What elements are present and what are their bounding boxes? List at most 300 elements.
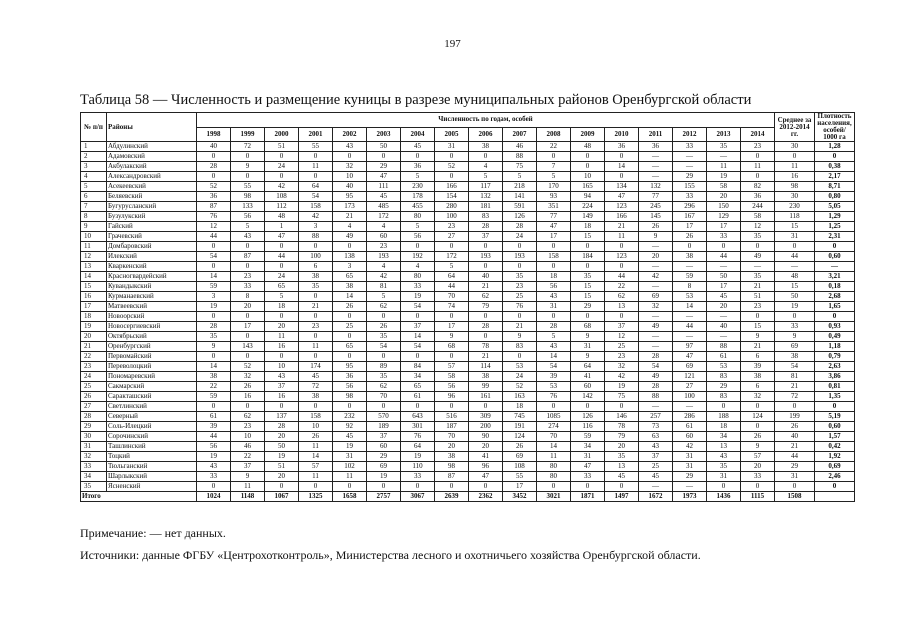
total-year-value: 1672 (639, 492, 673, 502)
density-value: 2,17 (815, 172, 855, 182)
year-value: 9 (435, 332, 469, 342)
year-value: 43 (537, 342, 571, 352)
year-value: 15 (571, 292, 605, 302)
year-value: 44 (265, 252, 299, 262)
year-value: 0 (605, 242, 639, 252)
year-value: 77 (537, 212, 571, 222)
year-value: 0 (537, 402, 571, 412)
year-value: 26 (673, 232, 707, 242)
year-value: 12 (605, 332, 639, 342)
year-value: 0 (197, 402, 231, 412)
year-value: 45 (367, 192, 401, 202)
year-value: 6 (741, 382, 775, 392)
year-value: 57 (435, 362, 469, 372)
year-value: 23 (605, 352, 639, 362)
year-value: 36 (605, 142, 639, 152)
total-density (815, 492, 855, 502)
year-value: 65 (401, 382, 435, 392)
average-value: 81 (775, 372, 815, 382)
year-value: 47 (571, 462, 605, 472)
year-value: 23 (231, 422, 265, 432)
year-value: 0 (707, 402, 741, 412)
year-value: 83 (707, 392, 741, 402)
year-value: 193 (469, 252, 503, 262)
year-value: 141 (503, 192, 537, 202)
year-value: 96 (435, 392, 469, 402)
year-value: 145 (639, 212, 673, 222)
year-value: 89 (367, 362, 401, 372)
year-value: 18 (537, 272, 571, 282)
year-value: 0 (231, 242, 265, 252)
year-value: 53 (707, 362, 741, 372)
year-value: 0 (265, 312, 299, 322)
year-value: 81 (367, 282, 401, 292)
year-value: 0 (197, 482, 231, 492)
year-value: 35 (367, 332, 401, 342)
year-value: 39 (197, 422, 231, 432)
year-value: 643 (401, 412, 435, 422)
year-value: 26 (299, 432, 333, 442)
year-value: 167 (673, 212, 707, 222)
year-value: 29 (707, 382, 741, 392)
average-value: 11 (775, 162, 815, 172)
year-value: 41 (571, 372, 605, 382)
density-value: 0 (815, 312, 855, 322)
year-value: 17 (673, 222, 707, 232)
year-value: 11 (299, 472, 333, 482)
year-value: 55 (503, 472, 537, 482)
year-value: 9 (231, 162, 265, 172)
table-title: Таблица 58 — Численность и размещение куницы в разрезе муниципальных районов Оренбургской области (80, 92, 752, 108)
year-value: 61 (707, 352, 741, 362)
year-value: 181 (469, 202, 503, 212)
year-value: 24 (503, 232, 537, 242)
year-value: 121 (673, 372, 707, 382)
header-density: Плотность населения, особей/ 1000 га (815, 113, 855, 142)
year-value: 60 (367, 442, 401, 452)
year-value: 0 (537, 152, 571, 162)
year-value: 21 (333, 212, 367, 222)
average-value: 0 (775, 242, 815, 252)
year-value: 0 (333, 482, 367, 492)
year-value: 116 (571, 422, 605, 432)
district-name: Северный (107, 412, 197, 422)
year-value: 0 (265, 482, 299, 492)
year-value: 0 (401, 242, 435, 252)
header-year: 2004 (401, 127, 435, 142)
year-value: 38 (197, 372, 231, 382)
year-value: 5 (265, 292, 299, 302)
year-value: 90 (469, 432, 503, 442)
year-value: 62 (231, 412, 265, 422)
year-value: 178 (401, 192, 435, 202)
year-value: 95 (333, 362, 367, 372)
year-value: 88 (639, 392, 673, 402)
year-value: 11 (299, 162, 333, 172)
year-value: 0 (571, 262, 605, 272)
year-value: 0 (605, 312, 639, 322)
year-value: 62 (367, 302, 401, 312)
year-value: 64 (571, 362, 605, 372)
year-value: 59 (197, 282, 231, 292)
year-value: 193 (503, 252, 537, 262)
year-value: 7 (537, 162, 571, 172)
average-value: 31 (775, 232, 815, 242)
row-number: 1 (81, 142, 107, 152)
year-value: 0 (571, 162, 605, 172)
total-year-value: 1871 (571, 492, 605, 502)
year-value: 0 (197, 352, 231, 362)
year-value: 14 (537, 442, 571, 452)
total-label: Итого (81, 492, 197, 502)
row-number: 4 (81, 172, 107, 182)
district-name: Беляевский (107, 192, 197, 202)
year-value: 40 (333, 182, 367, 192)
table-row (81, 402, 855, 412)
table-row (81, 422, 855, 432)
year-value: 44 (673, 322, 707, 332)
density-value: 1,57 (815, 432, 855, 442)
year-value: 54 (299, 192, 333, 202)
year-value: — (639, 312, 673, 322)
year-value: 24 (265, 272, 299, 282)
density-value: 0,81 (815, 382, 855, 392)
year-value: 28 (197, 322, 231, 332)
year-value: 0 (435, 352, 469, 362)
year-value: 0 (741, 172, 775, 182)
row-number: 23 (81, 362, 107, 372)
year-value: 60 (367, 232, 401, 242)
year-value: 43 (265, 372, 299, 382)
year-value: 35 (741, 272, 775, 282)
year-value: 29 (571, 302, 605, 312)
year-value: 100 (299, 252, 333, 262)
year-value: — (639, 262, 673, 272)
total-year-value: 1436 (707, 492, 741, 502)
total-year-value: 1148 (231, 492, 265, 502)
row-number: 12 (81, 252, 107, 262)
year-value: — (673, 482, 707, 492)
year-value: 40 (469, 272, 503, 282)
table-row (81, 352, 855, 362)
year-value: 158 (299, 202, 333, 212)
year-value: 4 (367, 262, 401, 272)
year-value: 9 (741, 332, 775, 342)
year-value: 60 (571, 382, 605, 392)
table-row (81, 252, 855, 262)
row-number: 28 (81, 412, 107, 422)
year-value: 37 (401, 322, 435, 332)
year-value: 38 (469, 372, 503, 382)
year-value: 0 (503, 352, 537, 362)
year-value: 0 (231, 262, 265, 272)
year-value: 47 (367, 172, 401, 182)
row-number: 17 (81, 302, 107, 312)
year-value: 45 (639, 472, 673, 482)
district-name: Акбулакский (107, 162, 197, 172)
year-value: 49 (639, 372, 673, 382)
average-value: 0 (775, 482, 815, 492)
year-value: 39 (537, 372, 571, 382)
year-value: 0 (605, 402, 639, 412)
year-value: 0 (265, 352, 299, 362)
year-value: 165 (571, 182, 605, 192)
year-value: 88 (503, 152, 537, 162)
row-number: 3 (81, 162, 107, 172)
year-value: 1 (265, 222, 299, 232)
year-value: 14 (673, 302, 707, 312)
district-name: Переволоцкий (107, 362, 197, 372)
year-value: 32 (639, 302, 673, 312)
year-value: 8 (231, 292, 265, 302)
year-value: 38 (673, 252, 707, 262)
year-value: 49 (639, 322, 673, 332)
row-number: 8 (81, 212, 107, 222)
year-value: 0 (299, 312, 333, 322)
table-source: Источники: данные ФГБУ «Центрохотконтроль», Министерства лесного и охотничьего хозяйства Оренбургской области. (80, 548, 701, 562)
district-name: Матвеевский (107, 302, 197, 312)
year-value: 28 (469, 322, 503, 332)
year-value: 59 (197, 392, 231, 402)
year-value: 455 (401, 202, 435, 212)
year-value: 55 (231, 182, 265, 192)
average-value: 33 (775, 322, 815, 332)
year-value: 4 (469, 162, 503, 172)
year-value: 591 (503, 202, 537, 212)
year-value: 138 (333, 252, 367, 262)
year-value: 132 (469, 192, 503, 202)
year-value: 5 (537, 332, 571, 342)
year-value: 21 (741, 282, 775, 292)
year-value: 0 (299, 152, 333, 162)
year-value: 0 (435, 402, 469, 412)
year-value: 28 (639, 352, 673, 362)
year-value: 97 (673, 342, 707, 352)
average-value: 29 (775, 462, 815, 472)
year-value: 146 (605, 412, 639, 422)
table-row (81, 202, 855, 212)
year-value: 35 (605, 452, 639, 462)
average-value: 31 (775, 472, 815, 482)
year-value: 158 (299, 412, 333, 422)
year-value: 0 (741, 402, 775, 412)
year-value: 0 (469, 312, 503, 322)
year-value: 54 (401, 342, 435, 352)
total-year-value: 1973 (673, 492, 707, 502)
density-value: 1,35 (815, 392, 855, 402)
table-row (81, 282, 855, 292)
year-value: 27 (435, 232, 469, 242)
year-value: 218 (503, 182, 537, 192)
year-value: 11 (333, 472, 367, 482)
year-value: 28 (265, 422, 299, 432)
year-value: 76 (537, 392, 571, 402)
year-value: 11 (537, 452, 571, 462)
year-value: 37 (265, 382, 299, 392)
year-value: 17 (537, 232, 571, 242)
year-value: 0 (537, 482, 571, 492)
year-value: 0 (367, 402, 401, 412)
year-value: 23 (299, 322, 333, 332)
header-no: № п/п (81, 113, 107, 142)
average-value: 0 (775, 312, 815, 322)
total-year-value: 2639 (435, 492, 469, 502)
year-value: 6 (741, 352, 775, 362)
year-value: 19 (333, 442, 367, 452)
header-year: 2005 (435, 127, 469, 142)
year-value: 0 (741, 422, 775, 432)
year-value: 56 (197, 442, 231, 452)
year-value: 19 (367, 472, 401, 482)
year-value: 19 (401, 452, 435, 462)
year-value: 47 (605, 192, 639, 202)
year-value: 0 (265, 402, 299, 412)
year-value: 17 (435, 322, 469, 332)
year-value: 96 (469, 462, 503, 472)
table-note: Примечание: — нет данных. (80, 526, 226, 540)
year-value: 42 (639, 272, 673, 282)
year-value: 570 (367, 412, 401, 422)
year-value: 35 (741, 232, 775, 242)
year-value: 87 (197, 202, 231, 212)
year-value: 80 (401, 272, 435, 282)
year-value: 17 (707, 222, 741, 232)
year-value: 133 (231, 202, 265, 212)
header-year: 2000 (265, 127, 299, 142)
year-value: 0 (299, 332, 333, 342)
year-value: 280 (435, 202, 469, 212)
year-value: 19 (605, 382, 639, 392)
year-value: 74 (435, 302, 469, 312)
year-value: 28 (469, 222, 503, 232)
year-value: 0 (537, 262, 571, 272)
year-value: 56 (333, 382, 367, 392)
density-value: 0,38 (815, 162, 855, 172)
density-value: — (815, 262, 855, 272)
row-number: 35 (81, 482, 107, 492)
year-value: 0 (367, 352, 401, 362)
year-value: 11 (299, 442, 333, 452)
table-row (81, 262, 855, 272)
year-value: — (673, 402, 707, 412)
year-value: 19 (401, 292, 435, 302)
table-row (81, 412, 855, 422)
year-value: 99 (469, 382, 503, 392)
year-value: 51 (265, 462, 299, 472)
year-value: 0 (469, 152, 503, 162)
year-value: 56 (401, 232, 435, 242)
year-value: 0 (231, 152, 265, 162)
year-value: 95 (333, 192, 367, 202)
district-name: Пономаревский (107, 372, 197, 382)
year-value: 33 (707, 232, 741, 242)
row-number: 10 (81, 232, 107, 242)
year-value: 29 (367, 162, 401, 172)
year-value: 187 (435, 422, 469, 432)
average-value: 0 (775, 152, 815, 162)
year-value: 53 (537, 382, 571, 392)
year-value: 33 (673, 142, 707, 152)
district-name: Александровский (107, 172, 197, 182)
year-value: 23 (741, 302, 775, 312)
year-value: 0 (299, 352, 333, 362)
row-number: 27 (81, 402, 107, 412)
year-value: 137 (265, 412, 299, 422)
year-value: 0 (435, 172, 469, 182)
year-value: 0 (333, 352, 367, 362)
year-value: 69 (673, 362, 707, 372)
header-year: 2007 (503, 127, 537, 142)
year-value: 0 (469, 402, 503, 412)
table-row (81, 302, 855, 312)
year-value: 0 (605, 262, 639, 272)
year-value: 1085 (537, 412, 571, 422)
row-number: 22 (81, 352, 107, 362)
average-value: 118 (775, 212, 815, 222)
year-value: 58 (741, 212, 775, 222)
year-value: 188 (707, 412, 741, 422)
density-value: 0 (815, 482, 855, 492)
year-value: 9 (741, 442, 775, 452)
year-value: 15 (571, 232, 605, 242)
year-value: 69 (367, 462, 401, 472)
year-value: 274 (537, 422, 571, 432)
table-row (81, 232, 855, 242)
year-value: 37 (605, 322, 639, 332)
average-value: 50 (775, 292, 815, 302)
average-value: — (775, 262, 815, 272)
year-value: 172 (435, 252, 469, 262)
year-value: 46 (231, 442, 265, 452)
year-value: 75 (605, 392, 639, 402)
year-value: 17 (503, 482, 537, 492)
year-value: 296 (673, 202, 707, 212)
year-value: 0 (673, 242, 707, 252)
year-value: 59 (673, 272, 707, 282)
year-value: 309 (469, 412, 503, 422)
density-value: 8,71 (815, 182, 855, 192)
density-value: 2,63 (815, 362, 855, 372)
year-value: 5 (537, 172, 571, 182)
year-value: 88 (707, 342, 741, 352)
year-value: 48 (265, 212, 299, 222)
year-value: 161 (469, 392, 503, 402)
year-value: 126 (571, 412, 605, 422)
year-value: 31 (571, 342, 605, 352)
density-value: 1,28 (815, 142, 855, 152)
year-value: 0 (469, 242, 503, 252)
district-name: Абдулинский (107, 142, 197, 152)
year-value: — (707, 312, 741, 322)
year-value: 70 (435, 292, 469, 302)
year-value: 0 (299, 402, 333, 412)
year-value: 0 (469, 482, 503, 492)
year-value: 51 (741, 292, 775, 302)
district-name: Гайский (107, 222, 197, 232)
year-value: 10 (265, 362, 299, 372)
year-value: 34 (707, 432, 741, 442)
year-value: 57 (741, 452, 775, 462)
total-year-value: 3452 (503, 492, 537, 502)
row-number: 15 (81, 282, 107, 292)
district-name: Новоорский (107, 312, 197, 322)
year-value: 72 (231, 142, 265, 152)
year-value: 28 (197, 162, 231, 172)
year-value: 0 (605, 152, 639, 162)
table-row (81, 222, 855, 232)
year-value: 12 (197, 222, 231, 232)
year-value: 174 (299, 362, 333, 372)
